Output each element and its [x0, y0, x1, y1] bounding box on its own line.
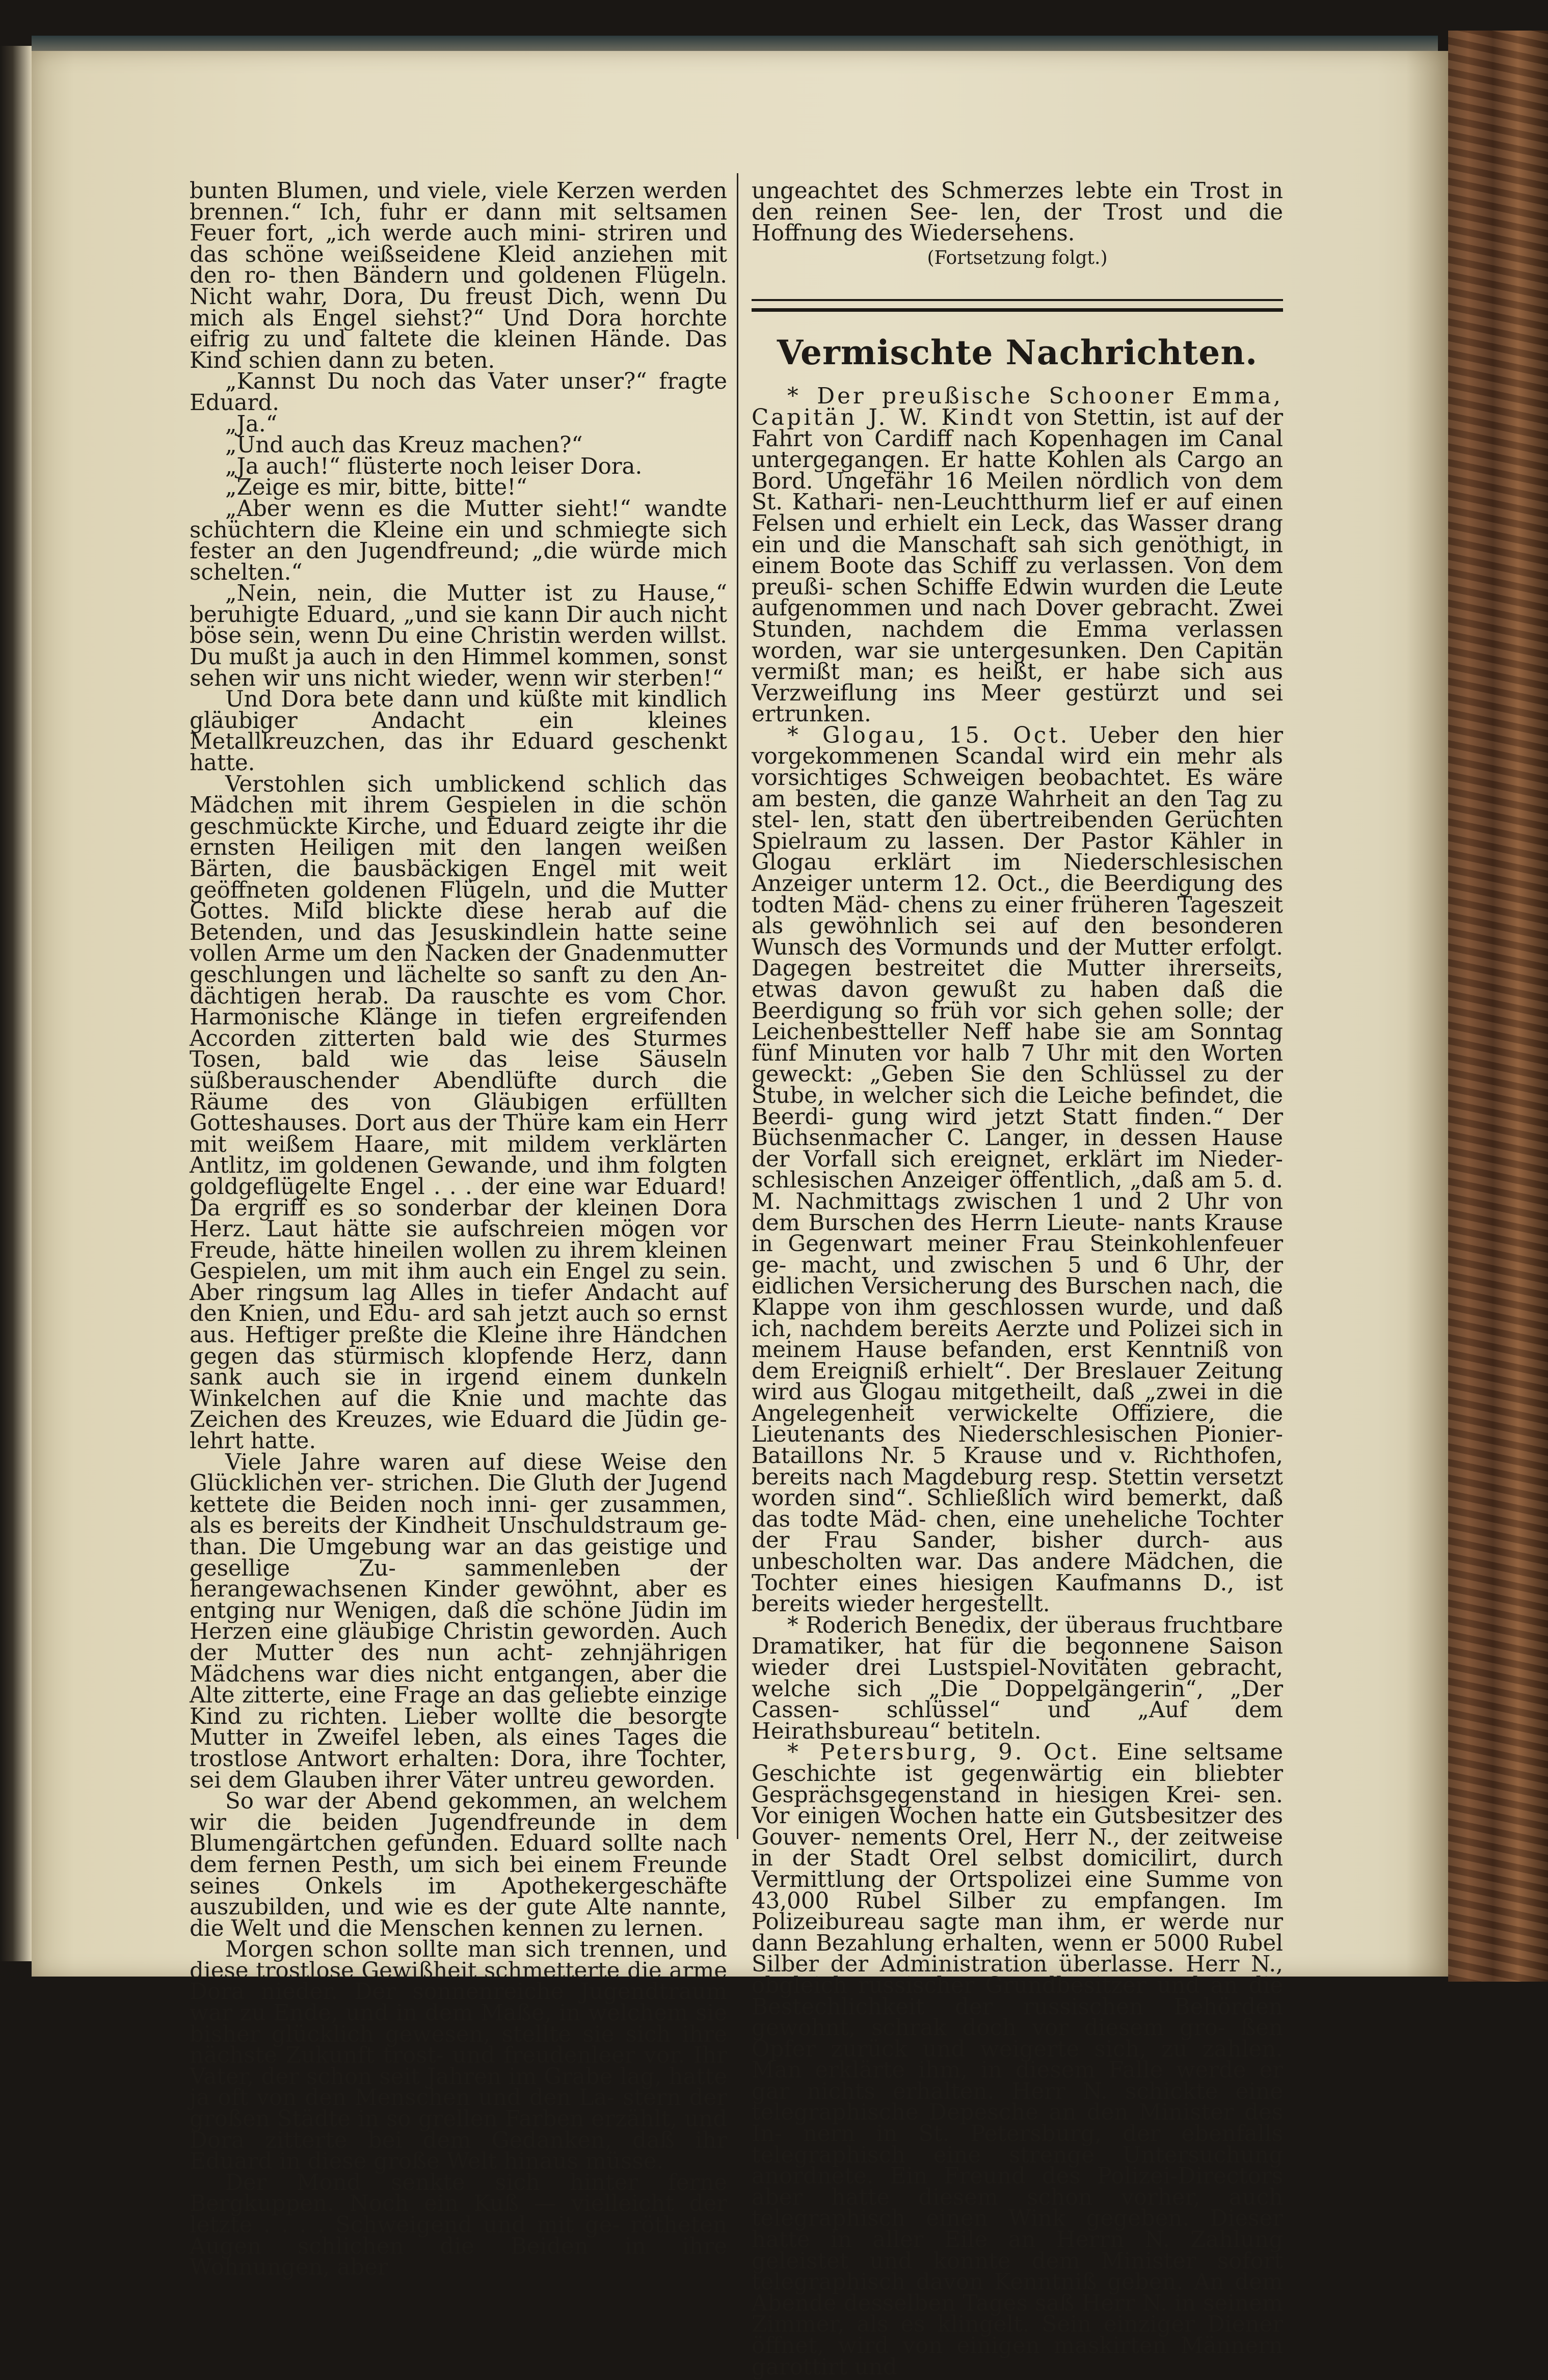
- story-continuation: ungeachtet des Schmerzes lebte ein Trost in den reinen See- len, der Trost und die Hoffnung des Wiedersehens.: [752, 178, 1283, 247]
- page-fold-shadow: [1406, 51, 1448, 1977]
- news-item-text: von Stettin, ist auf der Fahrt von Cardiff nach Kopenhagen im Canal untergegangen. Er hatte Kohlen als Cargo an Bord. Ungefähr 16 Meilen nördlich von dem St. Kathari- nen-Leuchtthurm lief er auf einen Felsen und erhielt ein Leck, das Wasser drang ein und die Manschaft sah sich genöthigt, in einem Boote das Schiff zu verlassen. Von dem preußi- schen Schiffe Edwin wurden die Leute aufgenommen und nach Dover gebracht. Zwei Stunden, nachdem die Emma verlassen worden, war sie untergesunken. Den Capitän vermißt man; es heißt, er habe sich aus Verzweiflung ins Meer gestürzt und sei ertrunken.: [752, 404, 1283, 727]
- news-item-lead: * Glogau, 15. Oct.: [787, 722, 1070, 748]
- news-item-lead: * Der preußische Schooner Emma, Capitän J. W. Kindt: [752, 384, 1283, 430]
- continued-note: (Fortsetzung folgt.): [927, 247, 1108, 268]
- news-item: [752, 1742, 1283, 2378]
- paragraph: „Und auch das Kreuz machen?“: [225, 432, 583, 458]
- column-divider: [737, 173, 738, 1839]
- paragraph: „Ja.“: [225, 411, 277, 437]
- left-column: [190, 178, 728, 2281]
- news-item-text: Ueber den hier vorgekommenen Scandal wird ein mehr als vorsichtiges Schweigen beobachtet. Es wäre am besten, die ganze Wahrheit an den Tag zu stel- len, statt den übertreibenden Gerüchten Spielraum zu lassen. Der Pastor Kähler in Glogau erklärt im Niederschlesischen Anzeiger unterm 12. Oct., die Beerdigung des todten Mäd- chens zu einer früheren Tageszeit als gewöhnlich sei auf den besonderen Wunsch des Vormunds und der Mutter erfolgt. Dagegen bestreitet die Mutter ihrerseits, etwas davon gewußt zu haben daß die Beerdigung so früh vor sich gehen solle; der Leichenbestteller Neff habe sie am Sonntag fünf Minuten vor halb 7 Uhr mit den Worten geweckt: „Geben Sie den Schlüssel zu der Stube, in welcher sich die Leiche befindet, die Beerdi- gung wird jetzt Statt finden.“ Der Büchsenmacher C. Langer, in dessen Hause der Vorfall sich ereignet, erklärt im Nieder- schlesischen Anzeiger öffentlich, „daß am 5. d. M. Nachmittags zwischen 1 und 2 Uhr von dem Burschen des Herrn Lieute- nants Krause in Gegenwart meiner Frau Steinkohlenfeuer ge- macht, und zwischen 5 und 6 Uhr, der eidlichen Versicherung des Burschen nach, die Klappe von ihm geschlossen wurde, und daß ich, nachdem bereits Aerzte und Polizei sich in meinem Hause befanden, erst Kenntniß von dem Ereigniß erhielt“. Der Breslauer Zeitung wird aus Glogau mitgetheilt, daß „zwei in die Angelegenheit verwickelte Offiziere, die Lieutenants des Niederschlesischen Pionier-Bataillons Nr. 5 Krause und v. Richthofen, bereits nach Magdeburg resp. Stettin versetzt worden sind“. Schließlich wird bemerkt, daß das todte Mäd- chen, eine uneheliche Tochter der Frau Sander, bisher durch- aus unbescholten war. Das andere Mädchen, die Tochter eines hiesigen Kaufmanns D., ist bereits wieder hergestellt.: [752, 722, 1283, 1617]
- paragraph: bunten Blumen, und viele, viele Kerzen werden brennen.“ Ich, fuhr er dann mit seltsamen Feuer fort, „ich werde auch mini- striren und das schöne weißseidene Kleid anziehen mit den ro- then Bändern und goldenen Flügeln. Nicht wahr, Dora, Du freust Dich, wenn Du mich als Engel siehst?“ Und Dora horchte eifrig zu und faltete die kleinen Hände. Das Kind schien dann zu beten.: [190, 178, 727, 373]
- news-item-text: der überaus fruchtbare Dramatiker, hat für die begonnene Saison wieder drei Lustspiel-Novitäten gebracht, welche sich „Die Doppelgängerin“, „Der Cassen- schlüssel“ und „Auf dem Heirathsbureau“ betiteln.: [752, 1612, 1283, 1744]
- news-item-lead: * Petersburg, 9. Oct.: [787, 1740, 1101, 1766]
- paragraph: Viele Jahre waren auf diese Weise den Glücklichen ver- strichen. Die Gluth der Jugend kettete die Beiden noch inni- ger zusammen, als es bereits der Kindheit Unschuldstraum ge- than. Die Umgebung war an das geistige und gesellige Zu- sammenleben der herangewachsenen Kinder gewöhnt, aber es entging nur Wenigen, daß die schöne Jüdin im Herzen eine gläubige Christin geworden. Auch der Mutter des nun acht- zehnjährigen Mädchens war dies nicht entgangen, aber die Alte zitterte, eine Frage an das geliebte einzige Kind zu richten. Lieber wollte die besorgte Mutter in Zweifel leben, als eines Tages die trostlose Antwort erhalten: Dora, ihre Tochter, sei dem Glauben ihrer Väter untreu geworden.: [190, 1449, 727, 1793]
- paragraph: Verstohlen sich umblickend schlich das Mädchen mit ihrem Gespielen in die schön geschmückte Kirche, und Eduard zeigte ihr die ernsten Heiligen mit den langen weißen Bärten, die bausbäckigen Engel mit weit geöffneten goldenen Flügeln, und die Mutter Gottes. Mild blickte diese herab auf die Betenden, und das Jesuskindlein hatte seine vollen Arme um den Nacken der Gnadenmutter geschlungen und lächelte so sanft zu den An- dächtigen herab. Da rauschte es vom Chor. Harmonische Klänge in tiefen ergreifenden Accorden zitterten bald wie des Sturmes Tosen, bald wie das leise Säuseln süßberauschender Abendlüfte durch die Räume des von Gläubigen erfüllten Gotteshauses. Dort aus der Thüre kam ein Herr mit weißem Haare, mit mildem verklärten Antlitz, im goldenen Gewande, und ihm folgten goldgeflügelte Engel . . . der eine war Eduard! Da ergriff es so sonderbar der kleinen Dora Herz. Laut hätte sie aufschreien mögen vor Freude, hätte hineilen wollen zu ihrem kleinen Gespielen, um mit ihm auch ein Engel zu sein. Aber ringsum lag Alles in tiefer Andacht auf den Knien, und Edu- ard sah jetzt auch so ernst aus. Heftiger preßte die Kleine ihre Händchen gegen das stürmisch klopfende Herz, dann sank auch sie in irgend einem dunkeln Winkelchen auf die Knie und machte das Zeichen des Kreuzes, wie Eduard die Jüdin ge- lehrt hatte.: [190, 771, 728, 1454]
- right-column: [752, 178, 1283, 2380]
- news-item: [752, 722, 1283, 1617]
- news-item: [752, 1612, 1283, 1744]
- left-page-edge: [0, 46, 32, 1961]
- paragraph: „Aber wenn es die Mutter sieht!“ wandte schüchtern die Kleine ein und schmiegte sich fester an den Jugendfreund; „die würde mich schelten.“: [190, 496, 727, 585]
- paragraph: Morgen schon sollte man sich trennen, und diese trostlose Gewißheit schmetterte die arme Dora nieder. Der sonnenreiche Jugendtraum war zu Ende, und in dem Maße, in welchem sie bisher glücklich gewesen, stellte sie sich ihre nächste Zukunft trost- und freudenleer vor. Ihr Vater, der schon seit Jahren im Grabe lag, hatte ja oft von den Menschen und den La- stern der großen Städte in so grellen Farben erzählt, und Dora zitterte bei dem Gedanken, daß ihr Eduard in diese große Welt hinaus müsse.: [190, 1937, 727, 2175]
- paragraph: So war der Abend gekommen, an welchem wir die beiden Jugendfreunde in dem Blumengärtchen gefunden. Eduard sollte nach dem fernen Pesth, um sich bei einem Freunde seines Onkels im Apothekergeschäfte auszubilden, und wie es der gute Alte nannte, die Welt und die Menschen kennen zu lernen.: [190, 1789, 727, 1941]
- paragraph: „Ja auch!“ flüsterte noch leiser Dora.: [225, 453, 643, 479]
- news-item-lead: * Roderich Benedix,: [787, 1612, 1012, 1638]
- news-item: [752, 386, 1283, 725]
- paragraph: Und Dora bete dann und küßte mit kindlich gläubiger Andacht ein kleines Metallkreuzchen, das ihr Eduard geschenkt hatte.: [190, 687, 727, 776]
- paragraph: „Nein, nein, die Mutter ist zu Hause,“ beruhigte Eduard, „und sie kann Dir auch nicht böse sein, wenn Du eine Christin werden willst. Du mußt ja auch in den Himmel kommen, sonst sehen wir uns nicht wieder, wenn wir sterben!“: [190, 581, 727, 691]
- paragraph: Der Mond senkte sich hinter ferne Bergkuppen. Noch ein Kuß — vielleicht der letzte . . . . Schweigend und mit ge- rötheten Augen schlichen die Beiden in ihre Wohnungen, aber: [190, 2170, 727, 2281]
- section-rule: [752, 299, 1283, 312]
- marbled-cover: [1448, 31, 1548, 1982]
- paragraph: „Zeige es mir, bitte, bitte!“: [225, 475, 527, 501]
- news-item-text: Eine seltsame Geschichte ist gegenwärtig ein bliebter Gesprächsgegenstand in hiesigen Krei- sen. Vor einigen Wochen hatte ein Gutsbesitzer des Gouver- nements Orel, Herr N., der zeitweise in der Stadt Orel selbst domicilirt, durch Vermittlung der Ortspolizei eine Summe von 43,000 Rubel Silber zu empfangen. Im Polizeibureau sagte man ihm, er werde nur dann Bezahlung erhalten, wenn er 5000 Rubel Silber der Administration überlasse. Herr N., obgleich russischer Grundbesitzer und an die Bestechlichkeit der russischen Behörden gewohnt, schrak doch vor diesem gro- ßen Opfer zurück und weigerte sich, zu zahlen. Man erklärte ihm, in diesem Falle werde er gar nichts erhalten. Herr N. schickte eine telegraphische Depesche an den Minister des In- nern in St. Petersburg, der ebenfalls telegraphisch eine strenge Untersuchung anordnete. Ein Freund des Polizei-Directors aber hatte diesem schon vorher, auch telegraphisch einen Wink gegeben. Dieser hatte in aller Eile an Herrn N. Zahlung geleistet und konnte dem Minister sofort telegraphisch davon Kenntniß geben. An dem Abende desselben Tages saß Herr N. in seinem Zimmer, als es klingelt. Sein einziger Diener öffnet, wird von einigen maskirten Männern garottirt und: [752, 1740, 1283, 2380]
- section-title: Vermischte Nachrichten.: [777, 333, 1258, 373]
- paragraph: „Kannst Du noch das Vater unser?“ fragte Eduard.: [190, 369, 727, 416]
